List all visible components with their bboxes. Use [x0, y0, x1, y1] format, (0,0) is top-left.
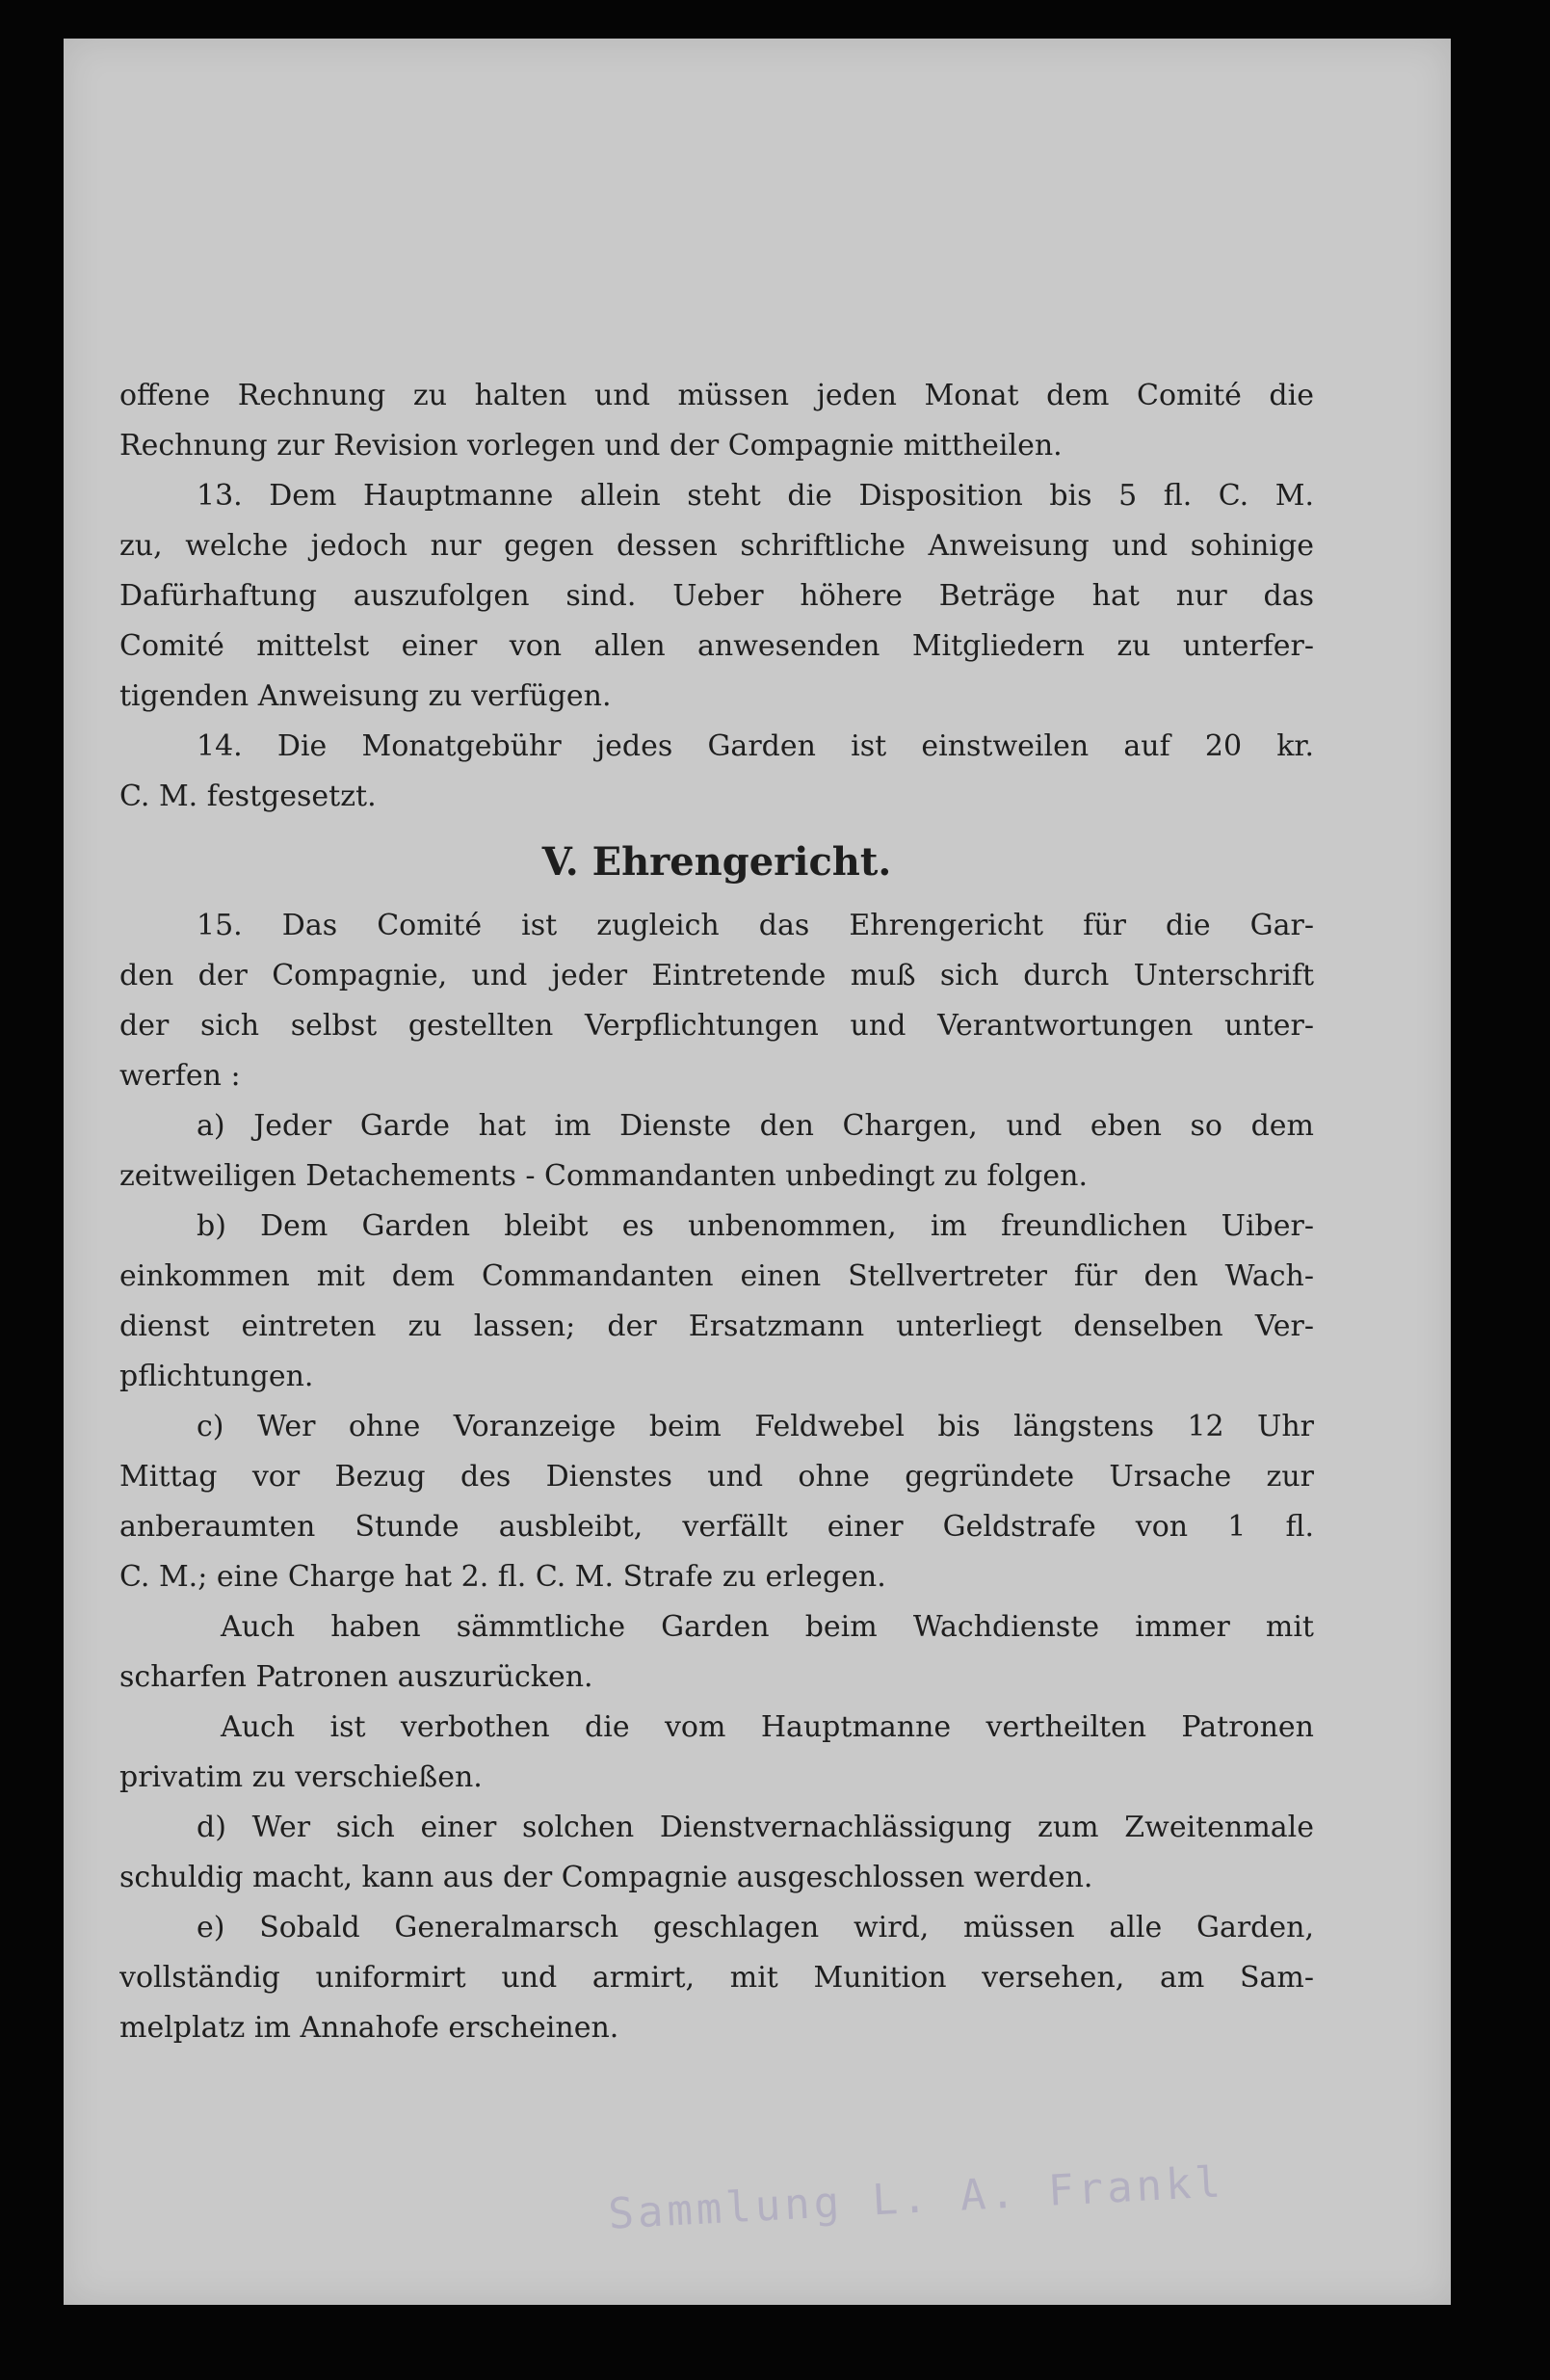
text-line: 15. Das Comité ist zugleich das Ehrengericht für die Gar- — [197, 909, 1314, 942]
text-line: Dafürhaftung auszufolgen sind. Ueber höhere Beträge hat nur das — [119, 579, 1314, 613]
document-page — [64, 39, 1451, 2305]
text-line: zeitweiligen Detachements - Commandanten unbedingt zu folgen. — [119, 1159, 1088, 1193]
text-line: schuldig macht, kann aus der Compagnie ausgeschlossen werden. — [119, 1861, 1093, 1894]
collection-stamp: Sammlung L. A. Frankl — [607, 2157, 1226, 2239]
text-line: vollständig uniformirt und armirt, mit Munition versehen, am Sam- — [119, 1961, 1314, 1995]
text-line: C. M. festgesetzt. — [119, 780, 377, 813]
text-line: e) Sobald Generalmarsch geschlagen wird, müssen alle Garden, — [197, 1911, 1314, 1944]
text-line: melplatz im Annahofe erscheinen. — [119, 2011, 619, 2045]
text-line: 14. Die Monatgebühr jedes Garden ist einstweilen auf 20 kr. — [197, 729, 1314, 763]
text-line: Auch ist verbothen die vom Hauptmanne vertheilten Patronen — [221, 1710, 1314, 1744]
text-line: d) Wer sich einer solchen Dienstvernachlässigung zum Zweitenmale — [197, 1811, 1314, 1844]
paragraph-block-fees — [119, 371, 1314, 822]
text-line: privatim zu verschießen. — [119, 1760, 483, 1794]
text-line: werfen : — [119, 1059, 241, 1093]
text-line: scharfen Patronen auszurücken. — [119, 1660, 593, 1694]
paragraph-block-honor-court — [119, 901, 1314, 2053]
text-line: anberaumten Stunde ausbleibt, verfällt einer Geldstrafe von 1 fl. — [119, 1510, 1314, 1544]
text-line: a) Jeder Garde hat im Dienste den Chargen, und eben so dem — [197, 1109, 1314, 1143]
text-line: zu, welche jedoch nur gegen dessen schriftliche Anweisung und sohinige — [119, 529, 1314, 563]
text-line: C. M.; eine Charge hat 2. fl. C. M. Strafe zu erlegen. — [119, 1560, 886, 1594]
document-body — [119, 371, 1314, 2053]
text-line: tigenden Anweisung zu verfügen. — [119, 679, 612, 713]
text-line: dienst eintreten zu lassen; der Ersatzmann unterliegt denselben Ver- — [119, 1309, 1314, 1343]
text-line: c) Wer ohne Voranzeige beim Feldwebel bis längstens 12 Uhr — [197, 1410, 1314, 1443]
text-line: b) Dem Garden bleibt es unbenommen, im freundlichen Uiber- — [197, 1209, 1314, 1243]
text-line: Mittag vor Bezug des Dienstes und ohne gegründete Ursache zur — [119, 1460, 1314, 1494]
text-line: der sich selbst gestellten Verpflichtungen und Verantwortungen unter- — [119, 1009, 1314, 1043]
text-line: Comité mittelst einer von allen anwesenden Mitgliedern zu unterfer- — [119, 629, 1314, 663]
text-line: pflichtungen. — [119, 1360, 314, 1393]
text-line: Auch haben sämmtliche Garden beim Wachdienste immer mit — [221, 1610, 1314, 1644]
text-line: 13. Dem Hauptmanne allein steht die Disposition bis 5 fl. C. M. — [197, 479, 1314, 513]
text-line: den der Compagnie, und jeder Eintretende muß sich durch Unterschrift — [119, 959, 1314, 992]
text-line: offene Rechnung zu halten und müssen jeden Monat dem Comité die — [119, 379, 1314, 412]
section-heading: V. Ehrengericht. — [541, 839, 892, 885]
text-line: Rechnung zur Revision vorlegen und der Compagnie mittheilen. — [119, 429, 1063, 463]
text-line: einkommen mit dem Commandanten einen Stellvertreter für den Wach- — [119, 1259, 1314, 1293]
